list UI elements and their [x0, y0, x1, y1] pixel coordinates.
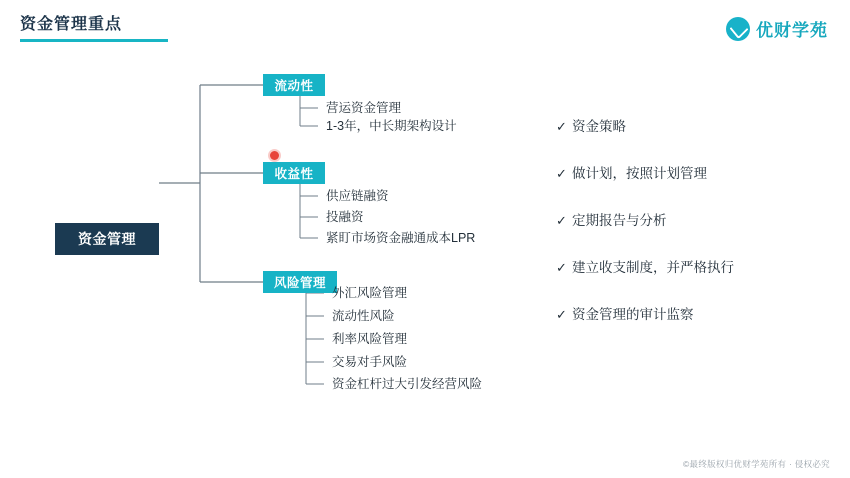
list-item-label: 做计划，按照计划管理: [572, 166, 707, 181]
mindmap-leaf[interactable]: 紧盯市场资金融通成本LPR: [326, 231, 476, 245]
mindmap-diagram: [0, 56, 540, 456]
list-item-label: 资金管理的审计监察: [572, 307, 694, 322]
copyright-notice: ©最终版权归优财学苑所有 · 侵权必究: [682, 459, 830, 469]
list-item: [556, 165, 836, 183]
mindmap-leaf[interactable]: 外汇风险管理: [332, 286, 408, 300]
check-icon: ✓: [556, 166, 567, 181]
mindmap-root-node[interactable]: 资金管理: [55, 223, 159, 255]
list-item-label: 建立收支制度，并严格执行: [572, 260, 734, 275]
list-item: [556, 118, 836, 136]
mindmap-branch-liquidity[interactable]: 流动性: [263, 74, 325, 96]
mindmap-branch-profitability[interactable]: 收益性: [263, 162, 325, 184]
brand-name: 优财学苑: [756, 21, 828, 40]
list-item: [556, 259, 836, 277]
list-item: [556, 306, 836, 324]
page-title-block: [20, 14, 168, 42]
mindmap-leaf[interactable]: 投融资: [326, 210, 364, 224]
mindmap-connectors: [0, 56, 540, 456]
mindmap-leaf[interactable]: 营运资金管理: [326, 101, 402, 115]
mindmap-leaf[interactable]: 1-3年，中长期架构设计: [326, 119, 457, 133]
mindmap-branch-risk-management[interactable]: 风险管理: [263, 271, 337, 293]
mindmap-leaf[interactable]: 资金杠杆过大引发经营风险: [332, 377, 483, 391]
list-item-label: 资金策略: [572, 119, 626, 134]
check-icon: ✓: [556, 213, 567, 228]
mindmap-leaf[interactable]: 交易对手风险: [332, 355, 408, 369]
check-icon: ✓: [556, 119, 567, 134]
list-item: [556, 212, 836, 230]
key-points-list: [556, 118, 836, 353]
check-icon: ✓: [556, 307, 567, 322]
mindmap-leaf[interactable]: 利率风险管理: [332, 332, 408, 346]
brand-logo: [726, 16, 828, 41]
mindmap-leaf[interactable]: 流动性风险: [332, 309, 395, 323]
mindmap-leaf[interactable]: 供应链融资: [326, 189, 389, 203]
slide-header: [0, 0, 850, 56]
checkmark-circle-icon: [726, 17, 750, 41]
check-icon: ✓: [556, 260, 567, 275]
title-underline: [20, 39, 168, 42]
page-title: 资金管理重点: [20, 16, 123, 33]
list-item-label: 定期报告与分析: [572, 213, 667, 228]
cursor-pointer-dot: [270, 151, 279, 160]
